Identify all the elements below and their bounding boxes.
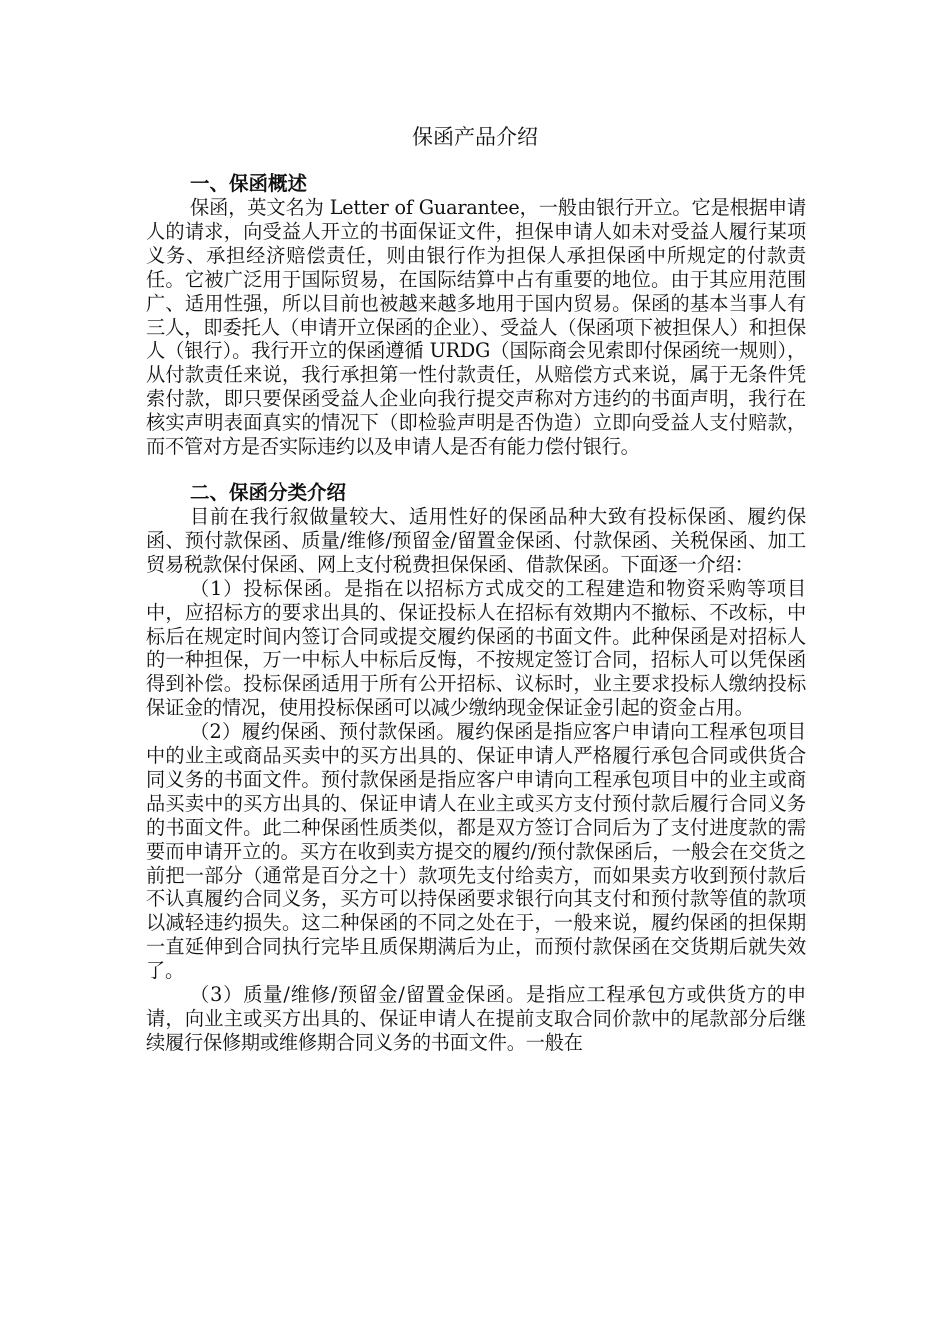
- section-spacer: [146, 459, 806, 481]
- document-title: 保函产品介绍: [412, 125, 538, 149]
- paragraph-classification-intro: 目前在我行叙做量较大、适用性好的保函品种大致有投标保函、履约保函、预付款保函、质量/维修/预留金/留置金保函、付款保函、关税保函、加工贸易税款保付保函、网上支付税费担保保函、借款保函。下面逐一介绍：: [146, 504, 806, 576]
- document-body: [146, 172, 806, 1055]
- section-heading-classification: 二、保函分类介绍: [190, 480, 347, 504]
- paragraph-performance-guarantee: （2）履约保函、预付款保函。履约保函是指应客户申请向工程承包项目中的业主或商品买卖中的买方出具的、保证申请人严格履行承包合同或供货合同义务的书面文件。预付款保函是指应客户申请向工程承包项目中的业主或商品买卖中的买方出具的、保证申请人在业主或买方支付预付款后履行合同义务的书面文件。此二种保函性质类似，都是双方签订合同后为了支付进度款的需要而申请开立的。买方在收到卖方提交的履约/预付款保函后，一般会在交货之前把一部分（通常是百分之十）款项先支付给卖方，而如果卖方收到预付款后不认真履约合同义务，买方可以持保函要求银行向其支付和预付款等值的款项以减轻违约损失。这二种保函的不同之处在于，一般来说，履约保函的担保期一直延伸到合同执行完毕且质保期满后为止，而预付款保函在交货期后就失效了。: [146, 720, 806, 983]
- paragraph-bid-guarantee: （1）投标保函。是指在以招标方式成交的工程建造和物资采购等项目中，应招标方的要求出具的、保证投标人在招标有效期内不撤标、不改标，中标后在规定时间内签订合同或提交履约保函的书面文件。此种保函是对招标人的一种担保，万一中标人中标后反悔，不按规定签订合同，招标人可以凭保函得到补偿。投标保函适用于所有公开招标、议标时，业主要求投标人缴纳投标保证金的情况，使用投标保函可以减少缴纳现金保证金引起的资金占用。: [146, 576, 806, 720]
- paragraph-quality-guarantee: （3）质量/维修/预留金/留置金保函。是指应工程承包方或供货方的申请，向业主或买方出具的、保证申请人在提前支取合同价款中的尾款部分后继续履行保修期或维修期合同义务的书面文件。一般在: [146, 983, 806, 1054]
- section-heading-overview: 一、保函概述: [190, 172, 308, 195]
- paragraph-overview: 保函，英文名为 Letter of Guarantee，一般由银行开立。它是根据申请人的请求，向受益人开立的书面保证文件，担保申请人如未对受益人履行某项义务、承担经济赔偿责任，则由银行作为担保人承担保函中所规定的付款责任。它被广泛用于国际贸易，在国际结算中占有重要的地位。由于其应用范围广、适用性强，所以目前也被越来越多地用于国内贸易。保函的基本当事人有三人，即委托人（申请开立保函的企业）、受益人（保函项下被担保人）和担保人（银行）。我行开立的保函遵循 URDG（国际商会见索即付保函统一规则），从付款责任来说，我行承担第一性付款责任，从赔偿方式来说，属于无条件凭索付款，即只要保函受益人企业向我行提交声称对方违约的书面声明，我行在核实声明表面真实的情况下（即检验声明是否伪造）立即向受益人支付赔款，而不管对方是否实际违约以及申请人是否有能力偿付银行。: [146, 196, 806, 459]
